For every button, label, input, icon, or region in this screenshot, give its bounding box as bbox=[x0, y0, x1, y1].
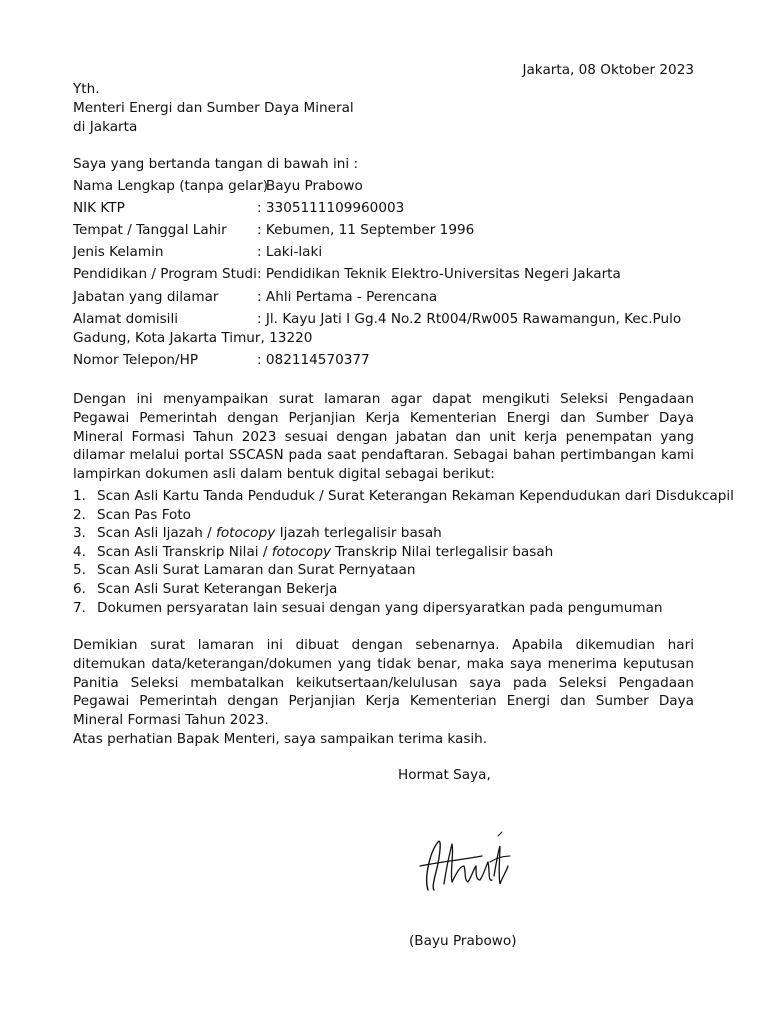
body-paragraph-2: Demikian surat lamaran ini dibuat dengan sebenarnya. Apabila dikemudian hari ditemukan data/keterangan/dokumen yang tidak benar, maka saya menerima keputusan Panitia Seleksi membatalkan keikutsertaan/kelulusan saya pada Seleksi Pengadaan Pegawai Pemerintah dengan Perjanjian Kerja Kementerian Energi dan Sumber Daya Mineral Formasi Tahun 2023. bbox=[73, 637, 694, 729]
data-label: Pendidikan / Program Studi bbox=[73, 266, 257, 282]
list-item: 2. Scan Pas Foto bbox=[73, 506, 191, 523]
data-label: Nomor Telepon/HP bbox=[73, 352, 199, 368]
data-row-birth bbox=[73, 222, 693, 242]
recipient-location: di Jakarta bbox=[73, 119, 138, 135]
list-item: 7. Dokumen persyaratan lain sesuai dengan yang dipersyaratkan pada pengumuman bbox=[73, 599, 663, 616]
data-value: : 082114570377 bbox=[257, 352, 370, 368]
data-value: : Kebumen, 11 September 1996 bbox=[257, 222, 475, 238]
signature bbox=[410, 822, 520, 912]
address-continuation: Gadung, Kota Jakarta Timur, 13220 bbox=[73, 330, 313, 346]
list-item: 1. Scan Asli Kartu Tanda Penduduk / Surat Keterangan Rekaman Kependudukan dari Disdukcapil bbox=[73, 488, 734, 504]
list-item: 4. Scan Asli Transkrip Nilai / fotocopy Transkrip Nilai terlegalisir basah bbox=[73, 543, 554, 560]
data-label: Jabatan yang dilamar bbox=[73, 289, 219, 305]
valediction: Hormat Saya, bbox=[398, 767, 491, 783]
data-value: : Laki-laki bbox=[257, 244, 323, 260]
data-label: Tempat / Tanggal Lahir bbox=[73, 222, 227, 238]
data-row-position bbox=[73, 289, 693, 309]
data-label: NIK KTP bbox=[73, 200, 125, 216]
list-item: 6. Scan Asli Surat Keterangan Bekerja bbox=[73, 580, 338, 597]
data-label: Jenis Kelamin bbox=[73, 244, 164, 260]
recipient-name: Menteri Energi dan Sumber Daya Mineral bbox=[73, 100, 354, 116]
data-row-phone bbox=[73, 352, 693, 372]
list-item: 3. Scan Asli Ijazah / fotocopy Ijazah terlegalisir basah bbox=[73, 525, 442, 542]
data-value: : 3305111109960003 bbox=[257, 200, 405, 216]
data-value: : Jl. Kayu Jati I Gg.4 No.2 Rt004/Rw005 Rawamangun, Kec.Pulo bbox=[257, 311, 682, 327]
opening-line: Saya yang bertanda tangan di bawah ini : bbox=[73, 156, 359, 172]
data-row-name bbox=[73, 178, 693, 198]
attachment-list bbox=[73, 487, 734, 617]
data-row-education bbox=[73, 266, 693, 286]
data-row-address bbox=[73, 311, 693, 331]
data-row-gender bbox=[73, 244, 693, 264]
list-item: 5. Scan Asli Surat Lamaran dan Surat Pernyataan bbox=[73, 562, 416, 579]
body-paragraph-1: Dengan ini menyampaikan surat lamaran agar dapat mengikuti Seleksi Pengadaan Pegawai Pemerintah dengan Perjanjian Kerja Kementerian Energi dan Sumber Daya Mineral Formasi Tahun 2023 sesuai dengan jabatan dan unit kerja penempatan yang dilamar melalui portal SSCASN pada saat pendaftaran. Sebagai bahan pertimbangan kami lampirkan dokumen asli dalam bentuk digital sebagai berikut: bbox=[73, 391, 694, 483]
data-value: : Bayu Prabowo bbox=[257, 178, 363, 194]
salutation: Yth. bbox=[73, 81, 100, 97]
data-value: : Pendidikan Teknik Elektro-Universitas Negeri Jakarta bbox=[257, 266, 621, 282]
data-row-nik bbox=[73, 200, 693, 220]
signer-name: (Bayu Prabowo) bbox=[409, 933, 517, 949]
data-value: : Ahli Pertama - Perencana bbox=[257, 289, 438, 305]
signature-scribble bbox=[410, 822, 520, 912]
data-label: Nama Lengkap (tanpa gelar) bbox=[73, 178, 269, 194]
place-date: Jakarta, 08 Oktober 2023 bbox=[522, 62, 694, 78]
data-label: Alamat domisili bbox=[73, 311, 179, 327]
closing-thanks: Atas perhatian Bapak Menteri, saya sampaikan terima kasih. bbox=[73, 731, 488, 747]
